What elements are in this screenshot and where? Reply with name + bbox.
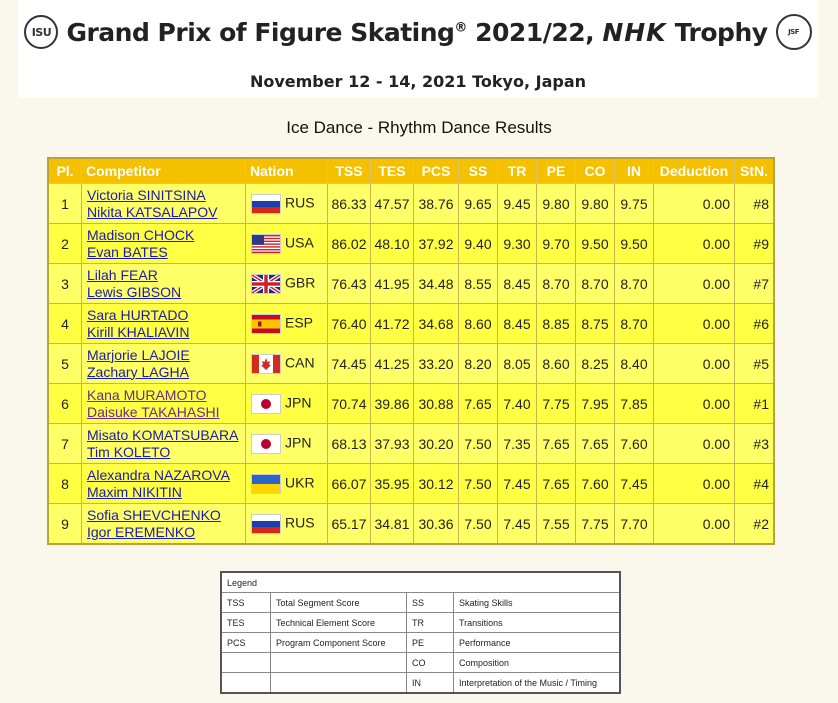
- table-row: [48, 224, 774, 264]
- competitor-cell: [82, 424, 246, 464]
- legend-abbr: PCS: [221, 633, 271, 653]
- legend-desc: Transitions: [454, 613, 621, 633]
- pe-cell: 8.85: [537, 304, 576, 344]
- gbr-flag-icon: [251, 274, 281, 294]
- pcs-cell: 38.76: [414, 184, 459, 224]
- page-title: Ice Dance - Rhythm Dance Results: [286, 118, 552, 137]
- pe-cell: 9.70: [537, 224, 576, 264]
- pcs-cell: 30.12: [414, 464, 459, 504]
- start-number-cell: #1: [735, 384, 775, 424]
- pcs-cell: 33.20: [414, 344, 459, 384]
- place-cell: 4: [48, 304, 82, 344]
- title-trophy: Trophy: [666, 17, 768, 47]
- in-cell: 7.60: [615, 424, 654, 464]
- tss-cell: 70.74: [328, 384, 371, 424]
- co-cell: 7.65: [576, 424, 615, 464]
- deduction-cell: 0.00: [654, 184, 735, 224]
- banner-title: [18, 8, 818, 56]
- legend-abbr: TSS: [221, 593, 271, 613]
- event-date-location: November 12 - 14, 2021 Tokyo, Japan: [249, 72, 587, 91]
- tr-cell: 8.45: [498, 264, 537, 304]
- col-header-deduction: Deduction: [654, 158, 735, 184]
- esp-flag-icon: [251, 314, 281, 334]
- place-cell: 9: [48, 504, 82, 545]
- jpn-flag-icon: [251, 394, 281, 414]
- nation-cell: [246, 504, 328, 545]
- pcs-cell: 30.36: [414, 504, 459, 545]
- co-cell: 7.95: [576, 384, 615, 424]
- ss-cell: 8.55: [459, 264, 498, 304]
- place-cell: 7: [48, 424, 82, 464]
- legend-row: [221, 653, 620, 673]
- co-cell: 8.70: [576, 264, 615, 304]
- nation-code: JPN: [285, 394, 312, 411]
- tss-cell: 76.40: [328, 304, 371, 344]
- deduction-cell: 0.00: [654, 504, 735, 545]
- start-number-cell: #3: [735, 424, 775, 464]
- competitor-link-man[interactable]: Kirill KHALIAVIN: [87, 323, 190, 340]
- event-banner: [18, 0, 818, 98]
- jpn-flag-icon: [251, 434, 281, 454]
- tes-cell: 41.72: [371, 304, 414, 344]
- deduction-cell: 0.00: [654, 384, 735, 424]
- deduction-cell: 0.00: [654, 304, 735, 344]
- pcs-cell: 34.68: [414, 304, 459, 344]
- results-header-row: [48, 158, 774, 184]
- competitor-link-man[interactable]: Tim KOLETO: [87, 443, 171, 460]
- ss-cell: 7.65: [459, 384, 498, 424]
- competitor-link-man[interactable]: Maxim NIKITIN: [87, 483, 182, 500]
- tes-cell: 39.86: [371, 384, 414, 424]
- nation-cell: [246, 304, 328, 344]
- can-flag-icon: [251, 354, 281, 374]
- legend-row: [221, 613, 620, 633]
- legend-desc: Interpretation of the Music / Timing: [454, 673, 621, 694]
- col-header-in: IN: [615, 158, 654, 184]
- tss-cell: 68.13: [328, 424, 371, 464]
- competitor-cell: [82, 304, 246, 344]
- competitor-cell: [82, 264, 246, 304]
- tr-cell: 9.45: [498, 184, 537, 224]
- tr-cell: 7.45: [498, 464, 537, 504]
- legend-abbr: PE: [407, 633, 454, 653]
- in-cell: 9.50: [615, 224, 654, 264]
- col-header-competitor: Competitor: [82, 158, 246, 184]
- nation-cell: [246, 184, 328, 224]
- nation-code: GBR: [285, 274, 316, 291]
- table-row: [48, 344, 774, 384]
- competitor-link-lady[interactable]: Madison CHOCK: [87, 226, 195, 243]
- pe-cell: 7.65: [537, 424, 576, 464]
- competitor-link-lady[interactable]: Sofia SHEVCHENKO: [87, 506, 221, 523]
- tss-cell: 66.07: [328, 464, 371, 504]
- table-row: [48, 184, 774, 224]
- competitor-link-man[interactable]: Nikita KATSALAPOV: [87, 203, 218, 220]
- tes-cell: 34.81: [371, 504, 414, 545]
- deduction-cell: 0.00: [654, 344, 735, 384]
- pe-cell: 7.55: [537, 504, 576, 545]
- isu-logo-icon: ISU: [24, 15, 58, 49]
- pcs-cell: 30.88: [414, 384, 459, 424]
- legend-desc: Program Component Score: [271, 633, 407, 653]
- nation-cell: [246, 264, 328, 304]
- legend-row: [221, 673, 620, 694]
- place-cell: 5: [48, 344, 82, 384]
- results-table: [47, 157, 775, 545]
- tes-cell: 47.57: [371, 184, 414, 224]
- legend-abbr: [221, 653, 271, 673]
- col-header-start-number: StN.: [735, 158, 775, 184]
- legend-abbr: TR: [407, 613, 454, 633]
- results-body: [48, 184, 774, 545]
- ss-cell: 8.20: [459, 344, 498, 384]
- table-row: [48, 304, 774, 344]
- nation-code: RUS: [285, 194, 315, 211]
- in-cell: 8.40: [615, 344, 654, 384]
- legend-desc: Performance: [454, 633, 621, 653]
- nation-cell: [246, 424, 328, 464]
- registered-mark: ®: [454, 20, 467, 36]
- place-cell: 3: [48, 264, 82, 304]
- competitor-link-man[interactable]: Zachary LAGHA: [87, 363, 189, 380]
- start-number-cell: #8: [735, 184, 775, 224]
- competitor-cell: [82, 464, 246, 504]
- legend-abbr: [221, 673, 271, 694]
- tss-cell: 74.45: [328, 344, 371, 384]
- deduction-cell: 0.00: [654, 424, 735, 464]
- place-cell: 1: [48, 184, 82, 224]
- start-number-cell: #6: [735, 304, 775, 344]
- competitor-link-lady[interactable]: Victoria SINITSINA: [87, 186, 206, 203]
- tes-cell: 37.93: [371, 424, 414, 464]
- nation-cell: [246, 344, 328, 384]
- col-header-ss: SS: [459, 158, 498, 184]
- legend-title-row: [221, 572, 620, 593]
- deduction-cell: 0.00: [654, 224, 735, 264]
- tes-cell: 35.95: [371, 464, 414, 504]
- nation-code: JPN: [285, 434, 312, 451]
- deduction-cell: 0.00: [654, 264, 735, 304]
- col-header-pcs: PCS: [414, 158, 459, 184]
- tr-cell: 7.40: [498, 384, 537, 424]
- pe-cell: 7.65: [537, 464, 576, 504]
- legend-desc: Composition: [454, 653, 621, 673]
- legend-body: [221, 572, 620, 693]
- competitor-cell: [82, 504, 246, 545]
- competitor-link-lady[interactable]: Marjorie LAJOIE: [87, 346, 190, 363]
- pcs-cell: 34.48: [414, 264, 459, 304]
- legend-row: [221, 593, 620, 613]
- competitor-cell: [82, 344, 246, 384]
- tr-cell: 7.35: [498, 424, 537, 464]
- tss-cell: 86.33: [328, 184, 371, 224]
- ss-cell: 7.50: [459, 424, 498, 464]
- competitor-link-man[interactable]: Daisuke TAKAHASHI: [87, 403, 220, 420]
- col-header-co: CO: [576, 158, 615, 184]
- competitor-link-man[interactable]: Lewis GIBSON: [87, 283, 182, 300]
- start-number-cell: #4: [735, 464, 775, 504]
- legend-table: [220, 571, 621, 694]
- nation-code: CAN: [285, 354, 315, 371]
- pcs-cell: 30.20: [414, 424, 459, 464]
- start-number-cell: #9: [735, 224, 775, 264]
- co-cell: 8.75: [576, 304, 615, 344]
- in-cell: 8.70: [615, 264, 654, 304]
- table-row: [48, 464, 774, 504]
- col-header-tes: TES: [371, 158, 414, 184]
- usa-flag-icon: [251, 234, 281, 254]
- nation-cell: [246, 224, 328, 264]
- co-cell: 9.50: [576, 224, 615, 264]
- nation-cell: [246, 464, 328, 504]
- tes-cell: 41.95: [371, 264, 414, 304]
- competitor-cell: [82, 184, 246, 224]
- legend-desc: [271, 653, 407, 673]
- tss-cell: 65.17: [328, 504, 371, 545]
- competitor-link-lady[interactable]: Kana MURAMOTO: [87, 386, 207, 403]
- legend-title: Legend: [221, 572, 620, 593]
- jsf-logo-icon: JSF: [776, 14, 812, 50]
- in-cell: 8.70: [615, 304, 654, 344]
- legend-desc: Skating Skills: [454, 593, 621, 613]
- rus-flag-icon: [251, 514, 281, 534]
- place-cell: 2: [48, 224, 82, 264]
- tr-cell: 7.45: [498, 504, 537, 545]
- nation-code: UKR: [285, 474, 315, 491]
- col-header-tss: TSS: [328, 158, 371, 184]
- competitor-link-man[interactable]: Evan BATES: [87, 243, 168, 260]
- table-row: [48, 384, 774, 424]
- title-main: Grand Prix of Figure Skating: [66, 17, 455, 47]
- tes-cell: 48.10: [371, 224, 414, 264]
- legend-abbr: TES: [221, 613, 271, 633]
- ss-cell: 7.50: [459, 504, 498, 545]
- legend-desc: Technical Element Score: [271, 613, 407, 633]
- start-number-cell: #5: [735, 344, 775, 384]
- competitor-link-lady[interactable]: Alexandra NAZAROVA: [87, 466, 230, 483]
- legend-row: [221, 633, 620, 653]
- legend-abbr: CO: [407, 653, 454, 673]
- co-cell: 9.80: [576, 184, 615, 224]
- pcs-cell: 37.92: [414, 224, 459, 264]
- competitor-cell: [82, 224, 246, 264]
- title-season: 2021/22,: [466, 17, 603, 47]
- table-row: [48, 504, 774, 545]
- competitor-link-lady[interactable]: Misato KOMATSUBARA: [87, 426, 239, 443]
- tss-cell: 76.43: [328, 264, 371, 304]
- tss-cell: 86.02: [328, 224, 371, 264]
- ss-cell: 8.60: [459, 304, 498, 344]
- tes-cell: 41.25: [371, 344, 414, 384]
- tr-cell: 9.30: [498, 224, 537, 264]
- start-number-cell: #2: [735, 504, 775, 545]
- legend-desc: Total Segment Score: [271, 593, 407, 613]
- nation-cell: [246, 384, 328, 424]
- competitor-link-lady[interactable]: Lilah FEAR: [87, 266, 158, 283]
- table-row: [48, 264, 774, 304]
- pe-cell: 7.75: [537, 384, 576, 424]
- col-header-place: Pl.: [48, 158, 82, 184]
- co-cell: 8.25: [576, 344, 615, 384]
- tr-cell: 8.45: [498, 304, 537, 344]
- deduction-cell: 0.00: [654, 464, 735, 504]
- pe-cell: 9.80: [537, 184, 576, 224]
- title-nhk: NHK: [602, 17, 667, 47]
- nation-code: ESP: [285, 314, 314, 331]
- table-row: [48, 424, 774, 464]
- place-cell: 6: [48, 384, 82, 424]
- in-cell: 7.45: [615, 464, 654, 504]
- ss-cell: 7.50: [459, 464, 498, 504]
- col-header-pe: PE: [537, 158, 576, 184]
- in-cell: 7.70: [615, 504, 654, 545]
- nation-code: RUS: [285, 514, 315, 531]
- pe-cell: 8.60: [537, 344, 576, 384]
- ukr-flag-icon: [251, 474, 281, 494]
- ss-cell: 9.65: [459, 184, 498, 224]
- ss-cell: 9.40: [459, 224, 498, 264]
- place-cell: 8: [48, 464, 82, 504]
- nation-code: USA: [285, 234, 314, 251]
- legend-abbr: IN: [407, 673, 454, 694]
- col-header-tr: TR: [498, 158, 537, 184]
- tr-cell: 8.05: [498, 344, 537, 384]
- in-cell: 7.85: [615, 384, 654, 424]
- competitor-link-man[interactable]: Igor EREMENKO: [87, 523, 196, 540]
- competitor-cell: [82, 384, 246, 424]
- legend-desc: [271, 673, 407, 694]
- rus-flag-icon: [251, 194, 281, 214]
- start-number-cell: #7: [735, 264, 775, 304]
- co-cell: 7.60: [576, 464, 615, 504]
- pe-cell: 8.70: [537, 264, 576, 304]
- co-cell: 7.75: [576, 504, 615, 545]
- competitor-link-lady[interactable]: Sara HURTADO: [87, 306, 189, 323]
- col-header-nation: Nation: [246, 158, 328, 184]
- legend-abbr: SS: [407, 593, 454, 613]
- in-cell: 9.75: [615, 184, 654, 224]
